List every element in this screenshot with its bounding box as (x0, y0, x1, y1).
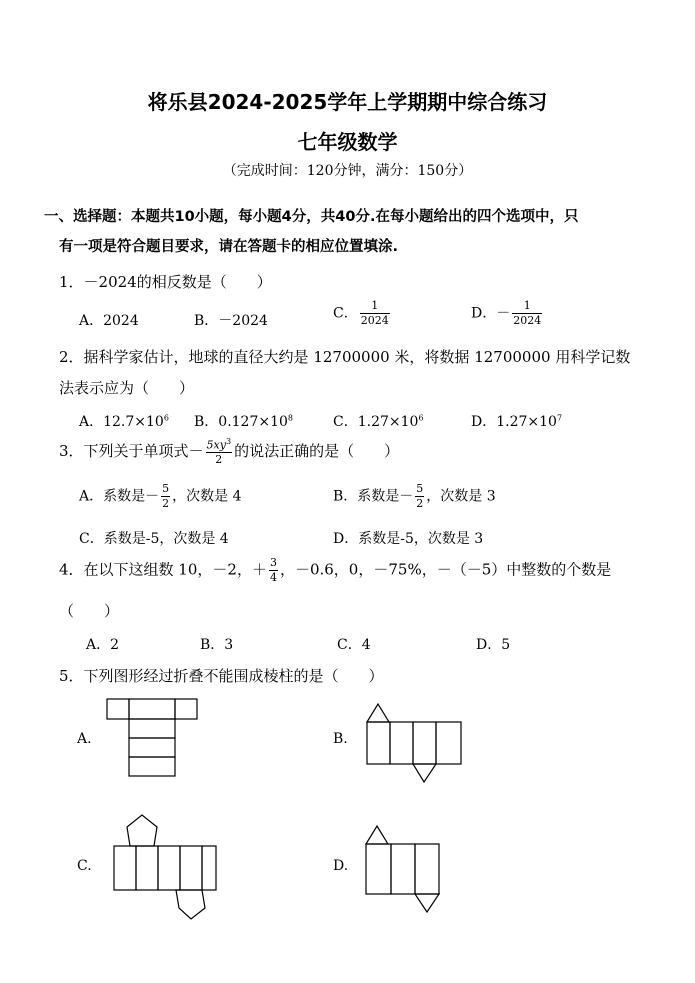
q2-option-c (333, 411, 424, 431)
q3-option-a-fraction (161, 482, 170, 511)
q2-option-c-exponent: 6 (418, 413, 424, 423)
net-figure-b (363, 702, 465, 786)
q2-option-d (471, 411, 562, 431)
q3-option-a (79, 482, 241, 511)
q4-option-c: C．4 (337, 637, 371, 653)
q4-fraction (269, 556, 278, 585)
q1-option-b: B．－2024 (194, 313, 268, 329)
q4-option-d: D．5 (476, 637, 511, 653)
fraction-denominator: 2024 (360, 313, 389, 327)
net-figure-a (103, 697, 203, 779)
q2-option-c-base: C．1.27×10 (333, 414, 419, 430)
fraction-denominator: 4 (269, 570, 277, 584)
question-3-stem (59, 437, 399, 467)
q1-option-a: A．2024 (79, 313, 139, 329)
q5-option-d-label: D. (333, 858, 349, 874)
exam-info: （完成时间：120分钟，满分：150分） (222, 163, 473, 179)
question-4-stem (59, 556, 611, 585)
fraction-numerator: 3 (269, 556, 277, 569)
q1-option-c (333, 299, 392, 328)
q1-option-d-label: D．－ (471, 305, 511, 322)
q4-stem-prefix: 4．在以下这组数 10，－2，＋ (59, 560, 267, 579)
fraction-numerator: 1 (523, 299, 531, 312)
q1-option-c-label: C． (333, 305, 358, 322)
q3-option-b (333, 482, 496, 511)
q5-option-b-label: B. (333, 731, 348, 747)
fraction-numerator: 5 (162, 482, 170, 495)
q3-monomial-exponent: 3 (225, 437, 232, 446)
q2-option-a-base: A．12.7×10 (79, 414, 164, 430)
q3-option-b-fraction (415, 482, 424, 511)
fraction-denominator: 2 (416, 496, 424, 510)
q5-option-c-label: C. (77, 858, 92, 874)
q3-stem-suffix: 的说法正确的是（ ） (234, 442, 400, 461)
net-figure-d (363, 822, 445, 914)
q4-option-b: B．3 (200, 637, 234, 653)
q3-option-b-suffix: ，次数是 3 (426, 488, 496, 505)
q3-option-b-prefix: B．系数是－ (333, 488, 414, 505)
question-2-line1: 2．据科学家估计，地球的直径大约是 12700000 米，将数据 12700000 用科学记数 (59, 348, 631, 366)
fraction-numerator: 5 (416, 482, 424, 495)
q4-stem-suffix: ，－0.6，0，－75%，－（－5）中整数的个数是 (279, 560, 612, 579)
q2-option-d-exponent: 7 (556, 413, 563, 423)
question-4-line2: （ ） (59, 602, 120, 620)
q3-option-a-prefix: A．系数是－ (79, 488, 160, 505)
fraction-numerator: 1 (371, 299, 379, 312)
section-heading-line1: 一、选择题：本题共10小题，每小题4分，共40分.在每小题给出的四个选项中，只 (44, 209, 579, 225)
q2-option-a (79, 411, 169, 431)
q3-option-d: D．系数是-5，次数是 3 (333, 531, 484, 547)
q1-option-d-fraction (512, 299, 542, 328)
q2-option-b-exponent: 8 (287, 413, 294, 423)
q2-option-b (194, 411, 293, 431)
q3-option-c: C．系数是-5，次数是 4 (79, 531, 229, 547)
exam-title: 将乐县2024-2025学年上学期期中综合练习 (147, 90, 548, 114)
q3-stem-prefix: 3．下列关于单项式－ (59, 442, 204, 461)
q2-option-a-exponent: 6 (163, 413, 169, 423)
fraction-denominator: 2024 (513, 313, 542, 327)
section-heading-line2: 有一项是符合题目要求，请在答题卡的相应位置填涂. (59, 239, 399, 255)
fraction-denominator: 2 (206, 452, 233, 467)
q1-option-c-fraction (360, 299, 390, 328)
question-1-stem: 1．－2024的相反数是（ ） (59, 273, 272, 291)
q3-monomial-fraction (206, 437, 233, 467)
q4-option-a: A．2 (86, 637, 120, 653)
q2-option-b-base: B．0.127×10 (194, 414, 288, 430)
q3-option-a-suffix: ，次数是 4 (172, 488, 242, 505)
fraction-denominator: 2 (162, 496, 170, 510)
q2-option-d-base: D．1.27×10 (471, 414, 557, 430)
net-figure-c (110, 811, 220, 923)
q3-monomial-numerator: 5xy (206, 438, 226, 452)
question-2-line2: 法表示应为（ ） (59, 379, 195, 397)
q1-option-d (471, 299, 544, 328)
exam-subject: 七年级数学 (297, 130, 398, 154)
question-5-stem: 5．下列图形经过折叠不能围成棱柱的是（ ） (59, 667, 384, 685)
fraction-numerator (206, 437, 233, 452)
q5-option-a-label: A. (77, 731, 92, 747)
